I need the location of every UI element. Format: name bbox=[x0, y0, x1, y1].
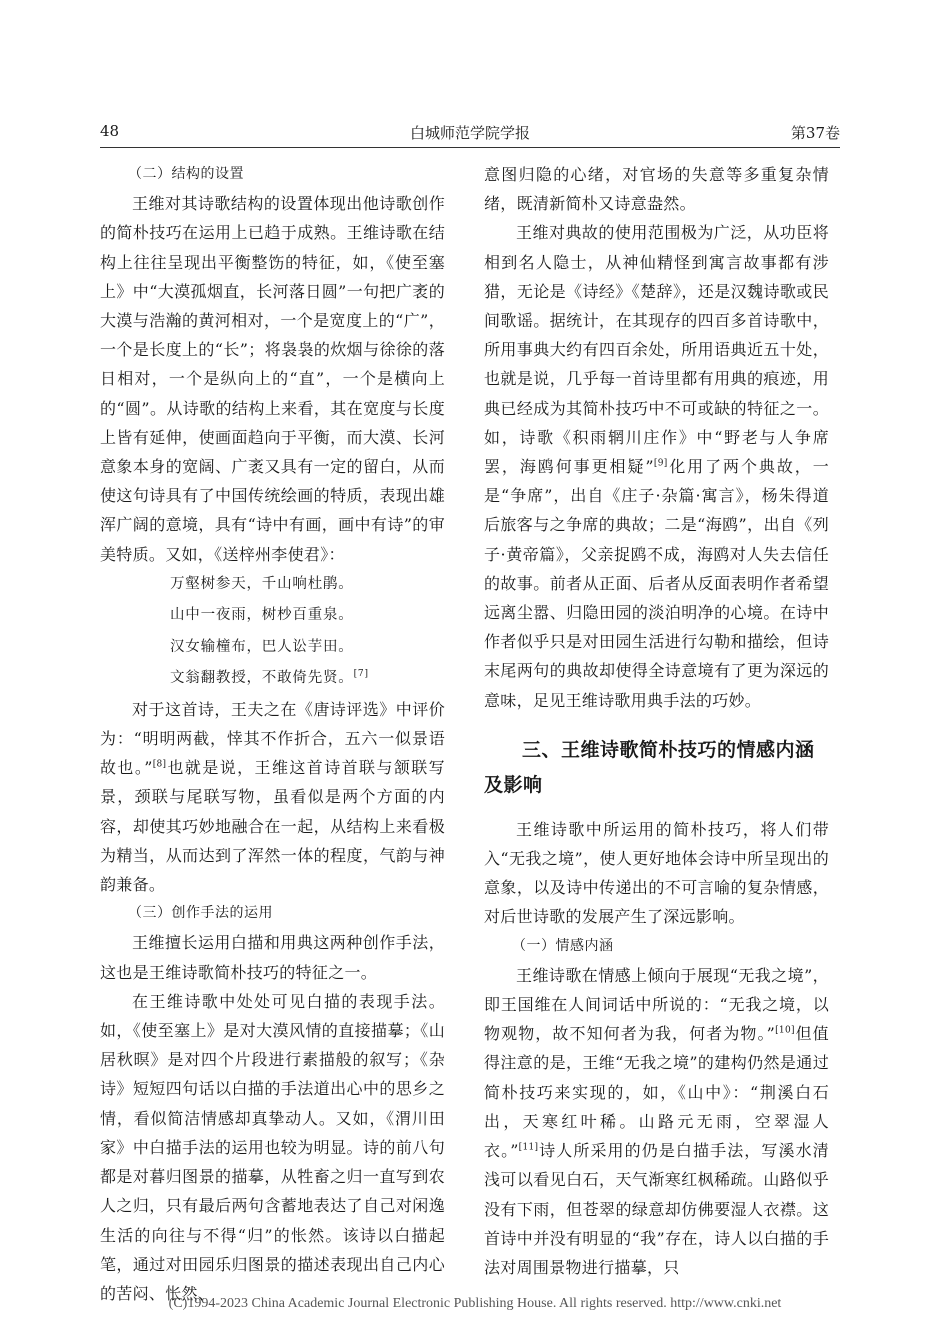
paragraph-text: 王维诗歌在情感上倾向于展现“无我之境”，即王国维在人间词话中所说的：“无我之境，以物观物，故不知何者为我，何者为物。” bbox=[484, 965, 829, 1044]
copyright-footer: (C)1994-2023 China Academic Journal Electronic Publishing House. All rights reserved. http://www.cnki.net bbox=[168, 1296, 782, 1311]
paragraph: 王维对其诗歌结构的设置体现出他诗歌创作的简朴技巧在运用上已趋于成熟。王维诗歌在结构上往往呈现出平衡整饬的特征，如，《使至塞上》中“大漠孤烟直，长河落日圆”一句把广袤的大漠与浩瀚的黄河相对，一个是宽度上的“广”，一个是长度上的“长”；将袅袅的炊烟与徐徐的落日相对，一个是纵向上的“直”，一个是横向上的“圆”。从诗歌的结构上来看，其在宽度与长度上皆有延伸，使画面趋向于平衡，而大漠、长河意象本身的宽阔、广袤又具有一定的留白，从而使这句诗具有了中国传统绘画的特质，表现出雄浑广阔的意境，具有“诗中有画，画中有诗”的审美特质。又如，《送梓州李使君》： bbox=[100, 194, 445, 564]
paragraph: 王维擅长运用白描和用典这两种创作手法，这也是王维诗歌简朴技巧的特征之一。 bbox=[100, 933, 445, 982]
citation-ref: [7] bbox=[353, 669, 369, 680]
paragraph: 在王维诗歌中处处可见白描的表现手法。如，《使至塞上》是对大漠风情的直接描摹；《山居秋暝》是对四个片段进行素描般的叙写；《杂诗》短短四句话以白描的手法道出心中的思乡之情，看似简洁情感却真挚动人。又如，《渭川田家》中白描手法的运用也较为明显。诗的前八句都是对暮归图景的描摹，从牲畜之归一直写到农人之归，只有最后两句含蓄地表达了自己对闲逸生活的向往与不得“归”的怅然。该诗以白描起笔，通过对田园乐归图景的描述表现出自己内心的苦闷、怅然、 bbox=[100, 991, 445, 1303]
paragraph-text: 王维对典故的使用范围极为广泛，从功臣将相到名人隐士，从神仙精怪到寓言故事都有涉猎，无论是《诗经》《楚辞》，还是汉魏诗歌或民间歌谣。据统计，在其现存的四百多首诗歌中，所用事典大约有四百余处，所用语典近五十处，也就是说，几乎每一首诗里都有用典的痕迹，用典已经成为其简朴技巧中不可或缺的特征之一。如，诗歌《积雨辋川庄作》中“野老与人争席罢，海鸥何事更相疑” bbox=[484, 223, 829, 477]
poem-line: 山中一夜雨，树杪百重泉。 bbox=[170, 607, 354, 624]
paragraph-text: 诗人所采用的仍是白描手法，写溪水清浅可以看见白石，天气渐寒红枫稀疏。山路似乎没有下雨，但苍翠的绿意却仿佛要湿人衣襟。这首诗中并没有明显的“我”存在，诗人以白描的手法对周围景物进行描摹，只 bbox=[484, 1141, 829, 1277]
paragraph-continued: 意图归隐的心绪，对官场的失意等多重复杂情绪，既清新简朴又诗意盎然。 bbox=[484, 165, 829, 214]
paragraph bbox=[484, 218, 829, 714]
header-rule bbox=[100, 147, 840, 148]
poem-line: 汉女输橦布，巴人讼芋田。 bbox=[170, 638, 354, 655]
volume-label: 第37卷 bbox=[790, 124, 840, 142]
citation-ref: [11] bbox=[518, 1142, 539, 1153]
paragraph-text: 但值得注意的是，王维“无我之境”的建构仍然是通过简朴技巧来实现的，如，《山中》：“荆溪白石出，天寒红叶稀。山路元无雨，空翠湿人衣。” bbox=[484, 1024, 829, 1161]
citation-ref: [9] bbox=[653, 458, 668, 469]
poem-line-text: 文翁翻教授，不敢倚先贤。 bbox=[170, 670, 354, 687]
paragraph bbox=[100, 695, 445, 899]
page-number: 48 bbox=[100, 122, 120, 140]
paragraph: 王维诗歌中所运用的简朴技巧，将人们带入“无我之境”，使人更好地体会诗中所呈现出的意象，以及诗中传递出的不可言喻的复杂情感，对后世诗歌的发展产生了深远影响。 bbox=[484, 819, 829, 927]
section-title: 三、王维诗歌简朴技巧的情感内涵及影响 bbox=[484, 738, 815, 796]
citation-ref: [8] bbox=[152, 759, 167, 770]
journal-title: 白城师范学院学报 bbox=[409, 124, 530, 142]
subheading-method: （三）创作手法的运用 bbox=[128, 905, 273, 922]
paragraph-text: 对于这首诗，王夫之在《唐诗评选》中评价为：“明明两截，悻其不作折合，五六一似景语故也。” bbox=[100, 699, 445, 778]
right-column bbox=[484, 160, 829, 1282]
subheading-structure: （二）结构的设置 bbox=[128, 166, 244, 182]
paragraph-text: 化用了两个典故，一是“争席”，出自《庄子·杂篇·寓言》，杨朱得道后旅客与之争席的典故；二是“海鸥”，出自《列子·黄帝篇》，父亲捉鸥不成，海鸥对人失去信任的故事。前者从正面、后者从反面表明作者希望远离尘嚣、归隐田园的淡泊明净的心境。在诗中作者似乎只是对田园生活进行勾勒和描绘，但诗末尾两句的典故却使得全诗意境有了更为深远的意味，足见王维诗歌用典手法的巧妙。 bbox=[484, 457, 830, 710]
poem-line: 万壑树参天，千山响杜鹃。 bbox=[170, 575, 354, 592]
subheading-emotion: （一）情感内涵 bbox=[512, 937, 614, 954]
paragraph bbox=[484, 961, 829, 1282]
page-header bbox=[100, 120, 840, 150]
citation-ref: [10] bbox=[775, 1025, 795, 1036]
left-column bbox=[100, 160, 445, 1308]
paragraph-text: 也就是说，王维这首诗首联与颔联写景，颈联与尾联写物，虽看似是两个方面的内容，却使其巧妙地融合在一起，从结构上来看极为精当，从而达到了浑然一体的程度，气韵与神韵兼备。 bbox=[100, 758, 445, 895]
poem-line bbox=[100, 663, 445, 695]
